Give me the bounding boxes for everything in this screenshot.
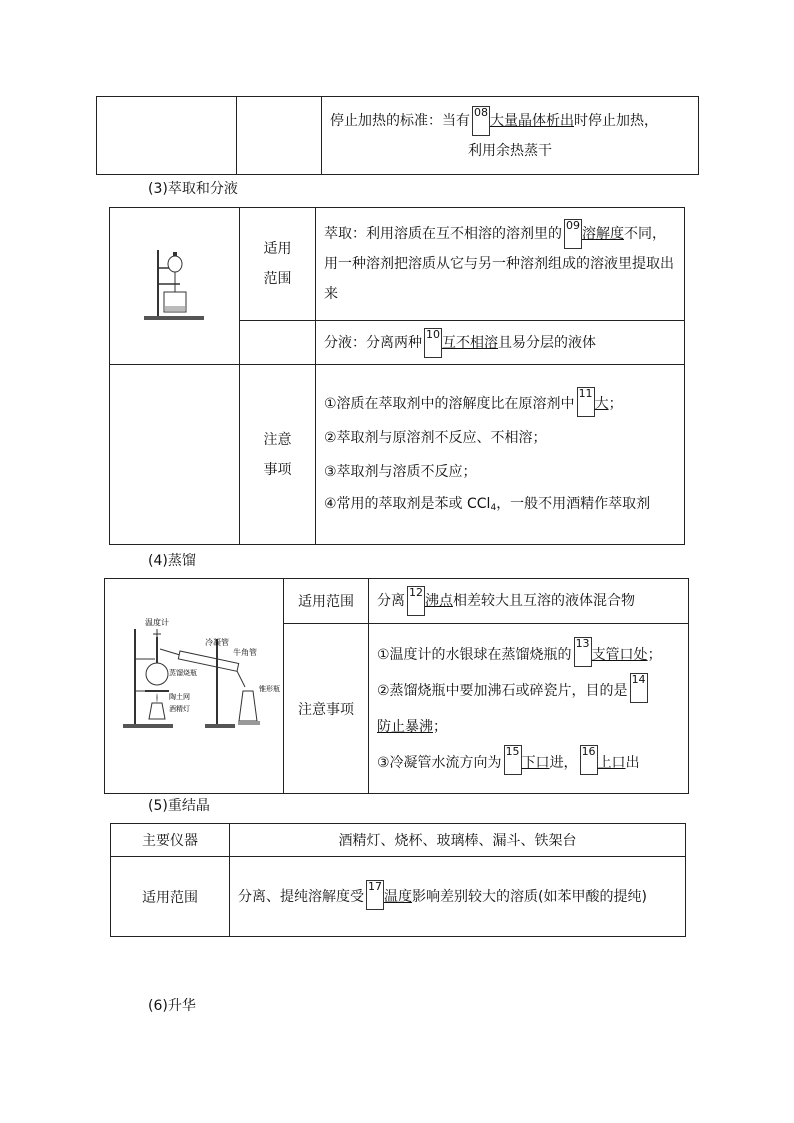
answer-number: 17 [366,880,384,910]
answer-number: 09 [564,219,582,249]
recrystallization-scope-cell: 分离、提纯溶解度受17温度影响差别较大的溶质(如苯甲酸的提纯) [230,857,686,937]
notes-label-cell [240,365,316,545]
separatory-funnel-apparatus-image [140,244,210,324]
empty-cell [237,97,322,175]
label-gauze: 陶土网 [169,693,190,701]
scope-label-cell [240,208,316,321]
distillation-figure [105,579,284,794]
answer-text: 上口 [597,754,626,771]
scope-label: 适用范围 [263,241,292,287]
scope-label: 适用范围 [142,889,198,906]
note-4: ④常用的萃取剂是苯或 CCl$_4$，一般不用酒精作萃取剂 [324,495,651,513]
instruments-value: 酒精灯、烧杯、玻璃棒、漏斗、铁架台 [338,833,577,849]
notes-label: 注意事项 [263,431,292,478]
answer-number: 08 [472,106,490,136]
section-heading-recrystallization: (5)重结晶 [148,798,210,814]
answer-number: 14 [630,673,648,703]
stop-heating-cell: 停止加热的标准：当有08大量晶体析出时停止加热， 利用余热蒸干 [322,97,699,175]
answer-text: 大量晶体析出 [490,112,574,129]
section-heading-sublimation: (6)升华 [148,998,196,1014]
answer-number: 15 [504,745,522,775]
extraction-definition-cell: 萃取：利用溶质在互不相溶的溶剂里的09溶解度不同，用一种溶剂把溶质从它与另一种溶剂组成的溶液里提取出来 [316,208,685,321]
instruments-label: 主要仪器 [142,833,198,849]
section-heading-distillation: (4)蒸馏 [148,553,196,569]
answer-text: 沸点 [425,593,453,610]
section-heading-extraction: (3)萃取和分液 [148,181,238,197]
scope-label-cell-continued [240,321,316,365]
separation-definition-cell: 分液：分离两种10互不相溶且易分层的液体 [316,321,685,365]
label-condenser: 冷凝管 [205,638,229,647]
answer-text: 溶解度 [582,226,624,242]
note-2: ②蒸馏烧瓶中要加沸石或碎瓷片，目的是14 防止暴沸； [377,672,646,735]
answer-text: 温度 [384,888,412,905]
scope-label-cell [111,857,230,937]
top-table [96,96,699,175]
instruments-label-cell [111,824,230,857]
extraction-table [109,207,685,545]
note-2: ②萃取剂与原溶剂不反应、不相溶； [324,429,547,446]
recrystallization-table [110,823,686,937]
answer-text: 支管口处 [591,646,648,663]
empty-cell [97,97,237,175]
label-lamp: 酒精灯 [169,705,190,713]
label-flask: 蒸馏烧瓶 [169,669,197,677]
answer-text: 防止暴沸 [377,718,433,735]
stop-heating-text: 停止加热的标准：当有 [330,112,470,129]
answer-number: 16 [580,745,598,775]
residual-heat-text: 利用余热蒸干 [468,142,552,159]
figure-cell-continued [110,365,240,545]
separatory-funnel-figure [110,208,240,365]
answer-text: 互不相溶 [442,334,498,351]
extraction-notes-cell [316,365,685,545]
note-1: ①温度计的水银球在蒸馏烧瓶的13支管口处； [377,637,680,673]
label-conical-flask: 锥形瓶 [259,685,280,693]
distillation-table [104,578,689,794]
answer-number: 13 [574,637,592,667]
answer-number: 12 [407,586,425,616]
distillation-apparatus-image [105,579,283,789]
label-thermometer: 温度计 [145,618,169,627]
answer-number: 11 [577,387,595,417]
distillation-scope-cell: 分离12沸点相差较大且互溶的液体混合物 [369,579,689,624]
note-1: ①溶质在萃取剂中的溶解度比在原溶剂中11大； [324,387,676,421]
note-3: ③萃取剂与溶质不反应； [324,463,477,480]
answer-text: 下口 [521,754,550,771]
note-3: ③冷凝管水流方向为15下口进，16上口出 [377,745,680,781]
instruments-value-cell [230,824,686,857]
scope-label-cell [284,579,369,624]
notes-label: 注意事项 [298,701,354,718]
distillation-notes-cell [369,624,689,794]
label-adapter: 牛角管 [233,648,257,657]
notes-label-cell [284,624,369,794]
scope-label: 适用范围 [298,594,354,611]
answer-text: 大 [594,395,609,412]
answer-number: 10 [424,328,442,358]
